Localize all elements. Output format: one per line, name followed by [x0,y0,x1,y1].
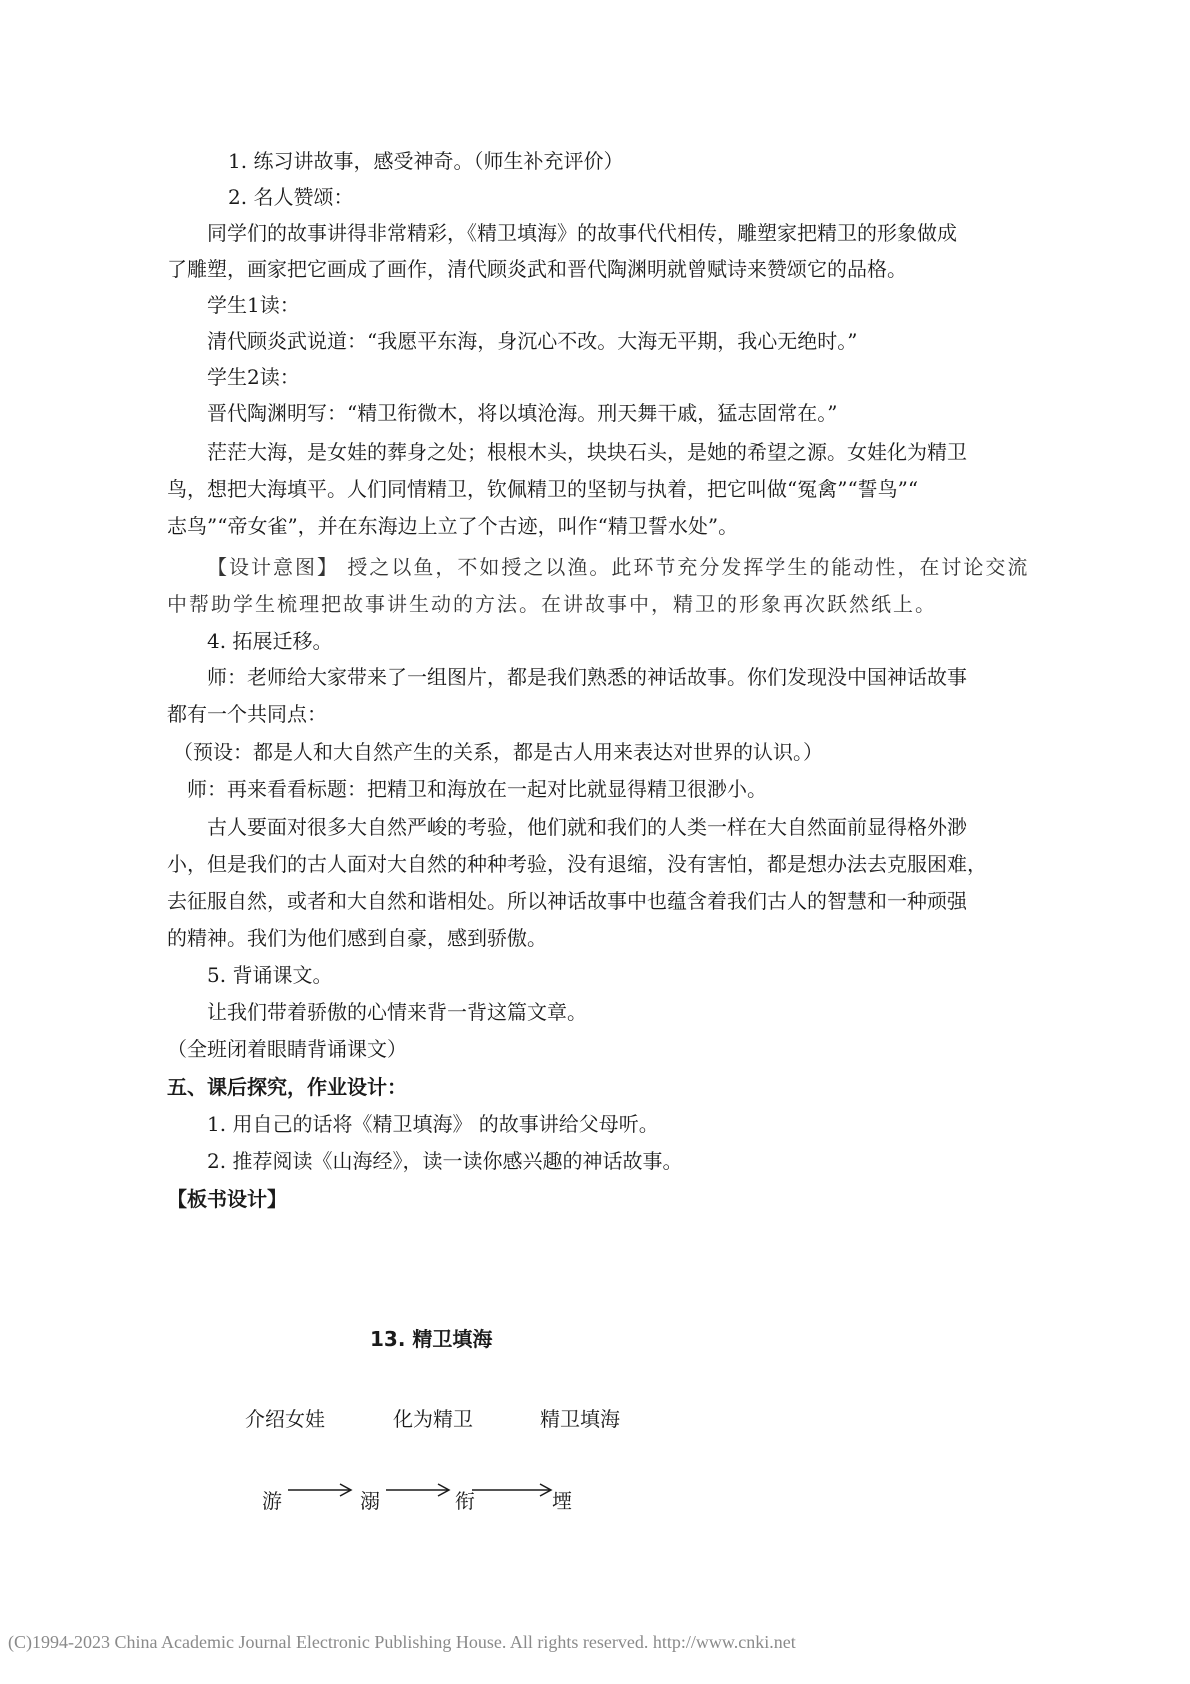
paragraph-ocean-3: 志鸟”“帝女雀”，并在东海边上立了个古迹，叫作“精卫誓水处”。 [167,514,739,538]
paragraph-class-recite: （全班闭着眼睛背诵课文） [167,1037,407,1061]
board-heading-intro: 介绍女娃 [245,1407,325,1431]
paragraph-story-intro-2: 了雕塑，画家把它画成了画作，清代顾炎武和晋代陶渊明就曾赋诗来赞颂它的品格。 [167,257,907,281]
paragraph-ancients-4: 的精神。我们为他们感到自豪，感到骄傲。 [167,926,547,950]
board-heading-transform: 化为精卫 [393,1407,473,1431]
paragraph-preset: （预设：都是人和大自然产生的关系，都是古人用来表达对世界的认识。） [173,740,823,764]
paragraph-teacher-2: 都有一个共同点： [167,702,327,726]
paragraph-ancients-3: 去征服自然，或者和大自然和谐相处。所以神话故事中也蕴含着我们古人的智慧和一种顽强 [167,889,967,913]
paragraph-practice-story: 1. 练习讲故事，感受神奇。（师生补充评价） [228,149,624,173]
design-intent-2: 中帮助学生梳理把故事讲生动的方法。在讲故事中，精卫的形象再次跃然纸上。 [167,592,937,616]
paragraph-student2: 学生2读： [207,365,300,389]
board-word-swim: 游 [262,1489,282,1513]
board-title: 13. 精卫填海 [370,1327,493,1351]
design-intent-1: 【设计意图】 授之以鱼，不如授之以渔。此环节充分发挥学生的能动性，在讨论交流 [207,555,1030,579]
paragraph-ancients-2: 小，但是我们的古人面对大自然的种种考验，没有退缩，没有害怕，都是想办法去克服困难， [167,852,987,876]
paragraph-student1: 学生1读： [207,293,300,317]
homework-item-2: 2. 推荐阅读《山海经》，读一读你感兴趣的神话故事。 [207,1149,683,1173]
paragraph-recite: 5. 背诵课文。 [207,963,333,987]
board-word-drown: 溺 [360,1489,380,1513]
paragraph-famous-praise: 2. 名人赞颂： [228,185,354,209]
board-word-carry: 衔 [455,1489,475,1513]
paragraph-ancients-1: 古人要面对很多大自然严峻的考验，他们就和我们的人类一样在大自然面前显得格外渺 [207,815,967,839]
homework-item-1: 1. 用自己的话将《精卫填海》 的故事讲给父母听。 [207,1112,659,1136]
board-word-fill: 堙 [552,1489,572,1513]
paragraph-extension: 4. 拓展迁移。 [207,629,333,653]
arrow-icon [288,1482,354,1498]
arrow-icon [386,1482,452,1498]
footer-copyright: (C)1994-2023 China Academic Journal Electronic Publishing House. All rights reserved. http://www.cnki.net [8,1632,796,1652]
paragraph-ocean-2: 鸟，想把大海填平。人们同情精卫，钦佩精卫的坚韧与执着，把它叫做“冤禽”“誓鸟”“ [167,477,919,501]
paragraph-story-intro-1: 同学们的故事讲得非常精彩，《精卫填海》的故事代代相传，雕塑家把精卫的形象做成 [207,221,957,245]
paragraph-tao-yuanming-poem: 晋代陶渊明写：“精卫衔微木，将以填沧海。刑天舞干戚，猛志固常在。” [207,401,838,425]
paragraph-ocean-1: 茫茫大海，是女娃的葬身之处；根根木头，块块石头，是她的希望之源。女娃化为精卫 [207,440,967,464]
section-heading-board: 【板书设计】 [167,1187,287,1211]
section-heading-homework: 五、课后探究，作业设计： [167,1075,407,1099]
paragraph-gu-yanwu-poem: 清代顾炎武说道：“我愿平东海，身沉心不改。大海无平期，我心无绝时。” [207,329,858,353]
paragraph-recite-instruction: 让我们带着骄傲的心情来背一背这篇文章。 [207,1000,587,1024]
paragraph-teacher-1: 师：老师给大家带来了一组图片，都是我们熟悉的神话故事。你们发现没中国神话故事 [207,665,967,689]
arrow-icon [472,1482,554,1498]
board-heading-fill-sea: 精卫填海 [540,1407,620,1431]
paragraph-teacher-title: 师：再来看看标题：把精卫和海放在一起对比就显得精卫很渺小。 [187,777,767,801]
